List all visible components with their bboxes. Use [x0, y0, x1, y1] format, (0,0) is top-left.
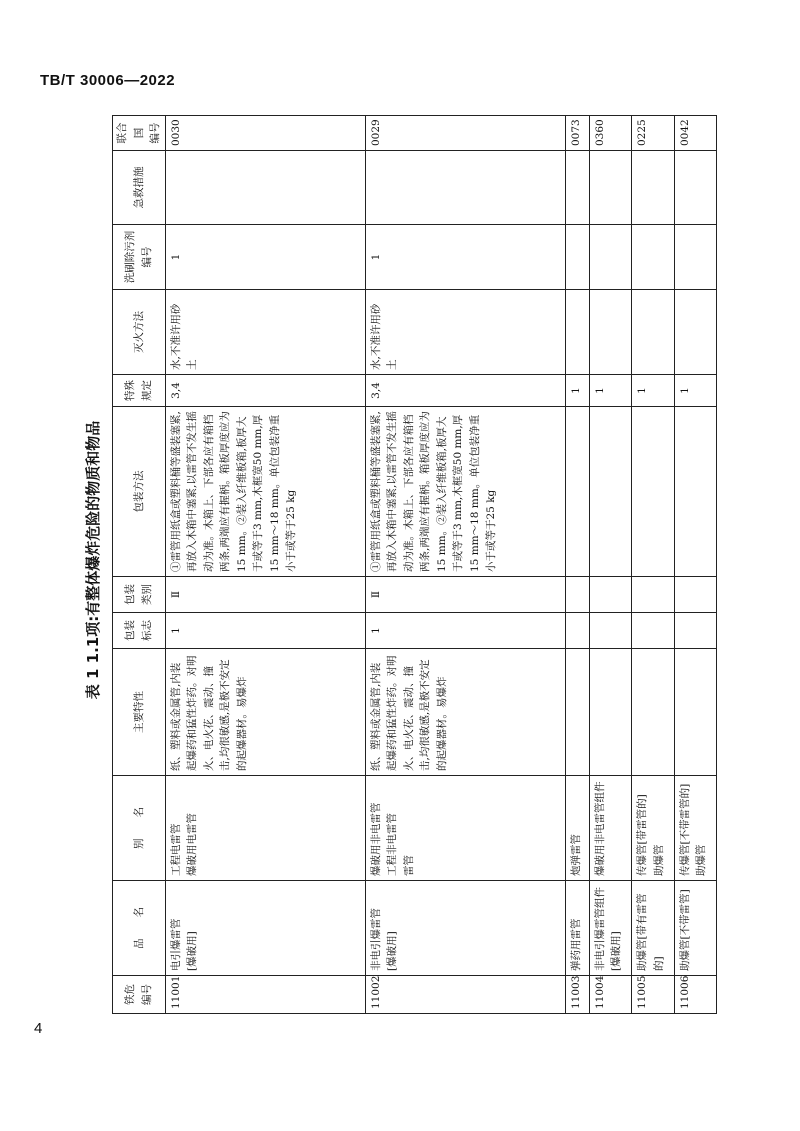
- cell-properties: [565, 649, 589, 776]
- cell-name: 弹药用雷管: [565, 881, 589, 976]
- cell-extinguish: [674, 290, 717, 375]
- cell-properties: [632, 649, 674, 776]
- cell-pack-mark: [632, 613, 674, 649]
- cell-pack-class: Ⅱ: [165, 577, 365, 613]
- table-title: 表 1 1.1项:有整体爆炸危险的物质和物品: [84, 420, 102, 700]
- table-header-row: [113, 116, 166, 1014]
- document-code: TB/T 30006—2022: [40, 72, 176, 89]
- cell-pack-class: Ⅱ: [365, 577, 565, 613]
- cell-pack-method: [589, 407, 631, 577]
- col-header-pack-mark: 包装 标志: [113, 613, 166, 649]
- table-row: [165, 116, 365, 1014]
- cell-pack-method: ①雷管用纸盒或塑料桶等盛装塞紧,再放入木箱中塞紧,以雷管不发生摇动为准。木箱上、下部各应有箱档两条,两端应有握柄。箱板厚度应为15 mm。②装入纤维板箱,板厚大于或等于3 mm,木框宽50 mm,厚15 mm～18 mm。单位包装净重小于或等于25 kg: [365, 407, 565, 577]
- cell-pack-mark: [565, 613, 589, 649]
- cell-un: 0029: [365, 116, 565, 151]
- col-header-pack-class: 包装 类别: [113, 577, 166, 613]
- cell-detergent: 1: [365, 225, 565, 290]
- cell-properties: 纸、塑料或金属管,内装起爆药和猛性炸药。对明火、电火花、震动、撞击,均很敏感,是极不安定的起爆器材。易爆炸: [365, 649, 565, 776]
- cell-alias: 工程电雷管 爆破用电雷管: [165, 776, 365, 881]
- cell-alias: 传爆管[带雷管的] 助爆管: [632, 776, 674, 881]
- cell-id: 11002: [365, 976, 565, 1014]
- cell-first-aid: [165, 151, 365, 225]
- cell-alias: 爆破用非电雷管组件: [589, 776, 631, 881]
- cell-pack-mark: 1: [165, 613, 365, 649]
- cell-extinguish: 水,不准许用砂土: [165, 290, 365, 375]
- col-header-properties: 主要特性: [113, 649, 166, 776]
- cell-pack-method: ①雷管用纸盒或塑料桶等盛装塞紧,再放入木箱中塞紧,以雷管不发生摇动为准。木箱上、下部各应有箱档两条,两端应有握柄。箱板厚度应为15 mm。②装入纤维板箱,板厚大于或等于3 mm,木框宽50 mm,厚15 mm～18 mm。单位包装净重小于或等于25 kg: [165, 407, 365, 577]
- cell-detergent: [589, 225, 631, 290]
- cell-properties: [589, 649, 631, 776]
- cell-pack-method: [632, 407, 674, 577]
- table-row: [365, 116, 565, 1014]
- cell-extinguish: [565, 290, 589, 375]
- dangerous-goods-table: [112, 115, 717, 1014]
- cell-special: 1: [632, 375, 674, 407]
- col-header-detergent: 洗刷除污剂 编号: [113, 225, 166, 290]
- cell-extinguish: 水,不准许用砂土: [365, 290, 565, 375]
- cell-pack-class: [589, 577, 631, 613]
- cell-name: 非电引爆雷管 [爆破用]: [365, 881, 565, 976]
- col-header-id: 铁危 编号: [113, 976, 166, 1014]
- cell-id: 11004: [589, 976, 631, 1014]
- table-rotated-container: [112, 116, 717, 1014]
- col-header-first-aid: 急救措施: [113, 151, 166, 225]
- cell-special: 3,4: [165, 375, 365, 407]
- cell-name: 非电引爆雷管组件[爆破用]: [589, 881, 631, 976]
- col-header-alias: 别 名: [113, 776, 166, 881]
- cell-first-aid: [674, 151, 717, 225]
- cell-un: 0073: [565, 116, 589, 151]
- cell-special: 1: [565, 375, 589, 407]
- cell-pack-class: [632, 577, 674, 613]
- cell-special: 3,4: [365, 375, 565, 407]
- cell-extinguish: [632, 290, 674, 375]
- cell-pack-class: [565, 577, 589, 613]
- cell-extinguish: [589, 290, 631, 375]
- col-header-un: 联合国 编号: [113, 116, 166, 151]
- cell-alias: 爆破用非电雷管 工程非电雷管 雷管: [365, 776, 565, 881]
- cell-detergent: 1: [165, 225, 365, 290]
- cell-name: 助爆管[带有雷管的]: [632, 881, 674, 976]
- cell-detergent: [674, 225, 717, 290]
- table-row: [632, 116, 674, 1014]
- cell-properties: 纸、塑料或金属管,内装起爆药和猛性炸药。对明火、电火花、震动、撞击,均很敏感,是极不安定的起爆器材。易爆炸: [165, 649, 365, 776]
- cell-properties: [674, 649, 717, 776]
- cell-first-aid: [632, 151, 674, 225]
- cell-id: 11005: [632, 976, 674, 1014]
- table-row: [589, 116, 631, 1014]
- cell-id: 11003: [565, 976, 589, 1014]
- cell-pack-mark: [674, 613, 717, 649]
- table-row: [565, 116, 589, 1014]
- cell-pack-mark: [589, 613, 631, 649]
- col-header-extinguish: 灭火方法: [113, 290, 166, 375]
- cell-first-aid: [565, 151, 589, 225]
- cell-detergent: [565, 225, 589, 290]
- col-header-special: 特殊 规定: [113, 375, 166, 407]
- cell-un: 0225: [632, 116, 674, 151]
- cell-first-aid: [589, 151, 631, 225]
- page-number: 4: [34, 1020, 43, 1037]
- cell-detergent: [632, 225, 674, 290]
- cell-id: 11001: [165, 976, 365, 1014]
- cell-un: 0360: [589, 116, 631, 151]
- cell-un: 0042: [674, 116, 717, 151]
- cell-pack-method: [565, 407, 589, 577]
- cell-name: 电引爆雷管 [爆破用]: [165, 881, 365, 976]
- cell-special: 1: [589, 375, 631, 407]
- cell-id: 11006: [674, 976, 717, 1014]
- table-row: [674, 116, 717, 1014]
- cell-alias: 炮弹雷管: [565, 776, 589, 881]
- cell-pack-class: [674, 577, 717, 613]
- cell-name: 助爆管[不带雷管]: [674, 881, 717, 976]
- cell-pack-mark: 1: [365, 613, 565, 649]
- col-header-pack-method: 包装方法: [113, 407, 166, 577]
- col-header-name: 品 名: [113, 881, 166, 976]
- cell-alias: 传爆管[不带雷管的] 助爆管: [674, 776, 717, 881]
- cell-special: 1: [674, 375, 717, 407]
- cell-pack-method: [674, 407, 717, 577]
- cell-un: 0030: [165, 116, 365, 151]
- cell-first-aid: [365, 151, 565, 225]
